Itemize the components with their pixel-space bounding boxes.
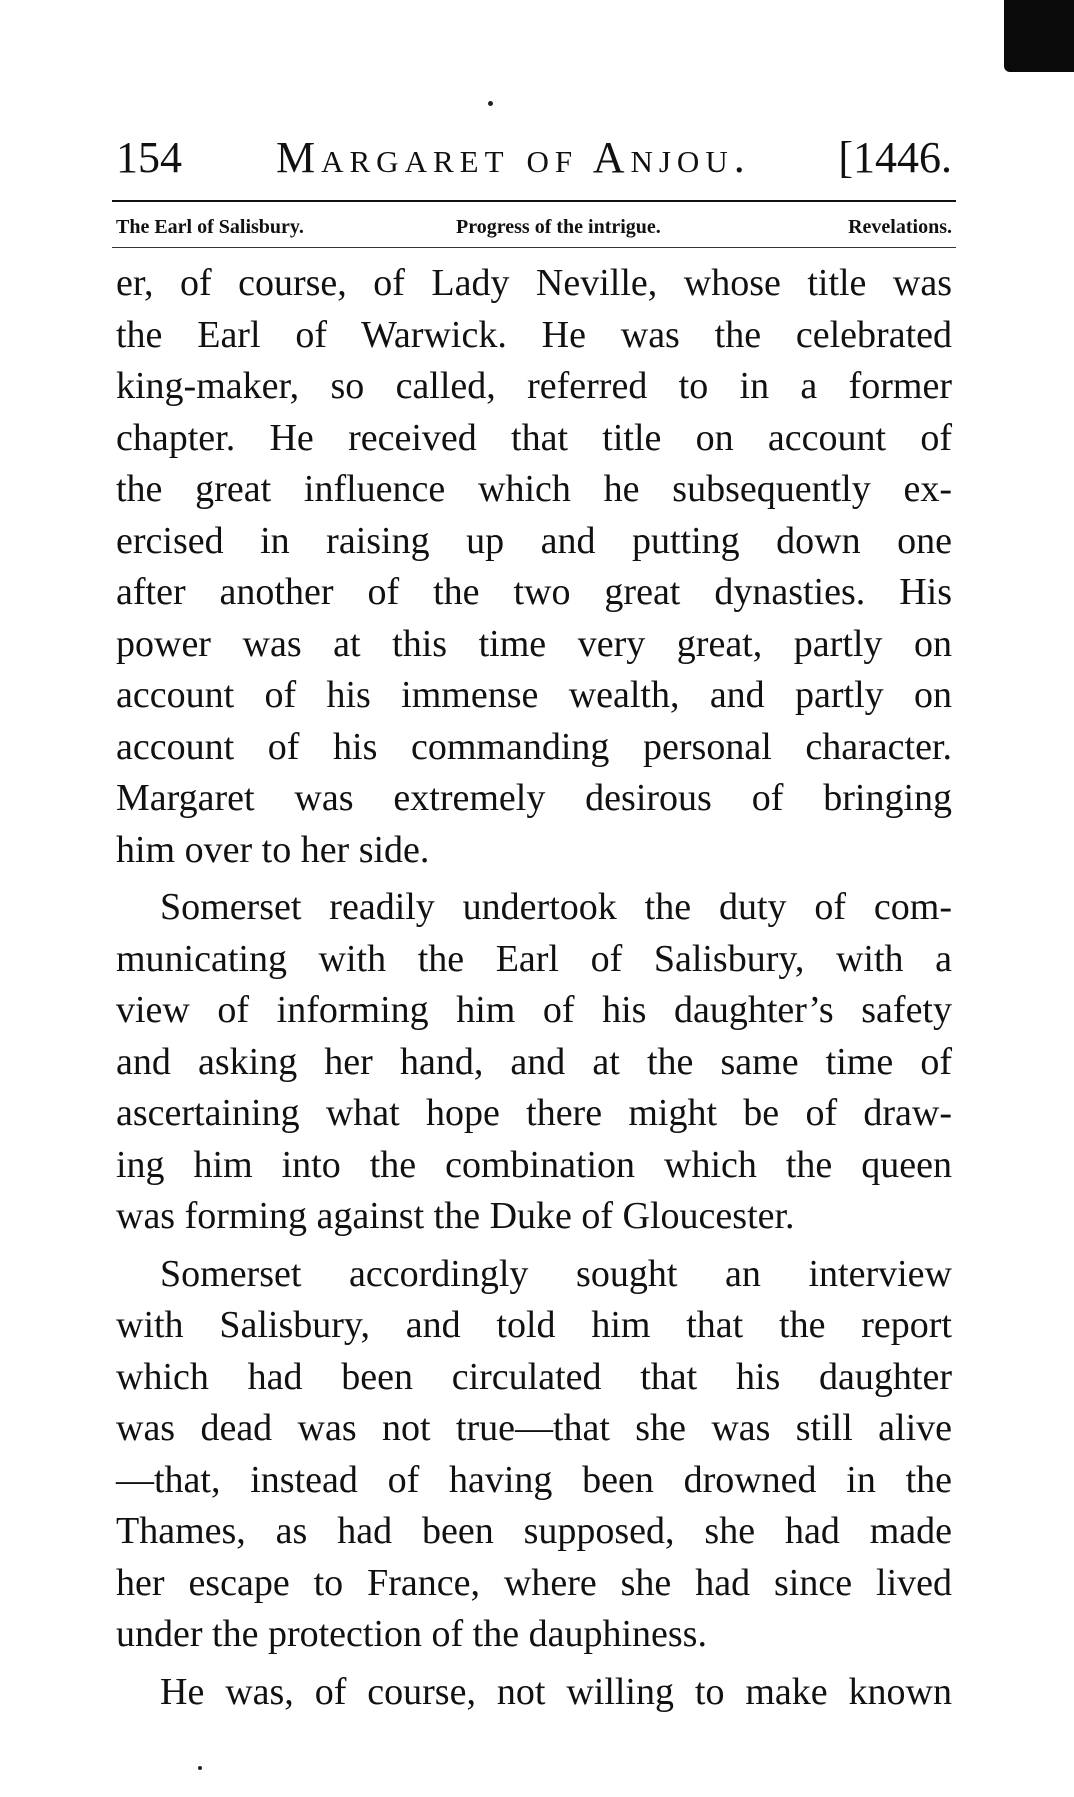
page-number: 154 xyxy=(116,133,182,182)
text-line: account of his immense wealth, and partly on xyxy=(116,674,952,716)
text-line: He was, of course, not willing to make known xyxy=(160,1670,952,1713)
header-rule xyxy=(112,200,956,202)
text-line: him over to her side. xyxy=(116,828,430,871)
text-line: —that, instead of having been drowned in the xyxy=(116,1458,952,1501)
text-line: power was at this time very great, partly on xyxy=(116,622,952,665)
text-line: Somerset accordingly sought an interview xyxy=(160,1252,952,1295)
text-line: ing him into the combination which the queen xyxy=(116,1143,952,1186)
text-line: the Earl of Warwick. He was the celebrated xyxy=(116,313,952,356)
year-marker: [1446. xyxy=(838,133,952,182)
body-text xyxy=(116,258,952,1718)
text-line: which had been circulated that his daughter xyxy=(116,1355,952,1398)
text-line: municating with the Earl of Salisbury, with a xyxy=(116,937,952,980)
running-head xyxy=(116,128,952,188)
scan-corner-mark xyxy=(1004,0,1074,72)
text-line: Margaret was extremely desirous of bringing xyxy=(116,777,952,819)
text-line: was forming against the Duke of Gloucester. xyxy=(116,1195,795,1237)
section-subheadings xyxy=(116,212,952,242)
paragraph xyxy=(116,1249,952,1661)
text-line: chapter. He received that title on account of xyxy=(116,416,952,459)
text-line: with Salisbury, and told him that the report xyxy=(116,1304,952,1346)
paragraph xyxy=(116,882,952,1243)
text-line: Thames, as had been supposed, she had made xyxy=(116,1510,952,1552)
subheading: Progress of the intrigue. xyxy=(456,216,661,238)
text-line: was dead was not true—that she was still alive xyxy=(116,1407,952,1449)
text-line: view of informing him of his daughter’s safety xyxy=(116,989,952,1031)
subheading: Revelations. xyxy=(848,216,952,238)
text-line: and asking her hand, and at the same time of xyxy=(116,1040,952,1083)
text-line: after another of the two great dynasties. His xyxy=(116,571,952,613)
scan-speck xyxy=(198,1766,202,1770)
text-line: under the protection of the dauphiness. xyxy=(116,1613,707,1655)
subheading: The Earl of Salisbury. xyxy=(116,216,304,238)
subheading-rule xyxy=(112,247,956,248)
paragraph xyxy=(116,258,952,876)
text-line: her escape to France, where she had since lived xyxy=(116,1561,952,1604)
text-line: king-maker, so called, referred to in a former xyxy=(116,365,952,407)
text-line: er, of course, of Lady Neville, whose title was xyxy=(116,262,952,304)
text-line: ascertaining what hope there might be of draw- xyxy=(116,1092,952,1134)
book-title: Margaret of Anjou. xyxy=(276,133,751,182)
text-line: account of his commanding personal character. xyxy=(116,725,952,768)
scan-speck xyxy=(488,101,493,106)
text-line: ercised in raising up and putting down one xyxy=(116,519,952,562)
text-line: Somerset readily undertook the duty of com- xyxy=(160,886,952,928)
text-line: the great influence which he subsequently ex- xyxy=(116,468,952,510)
paragraph xyxy=(116,1667,952,1719)
